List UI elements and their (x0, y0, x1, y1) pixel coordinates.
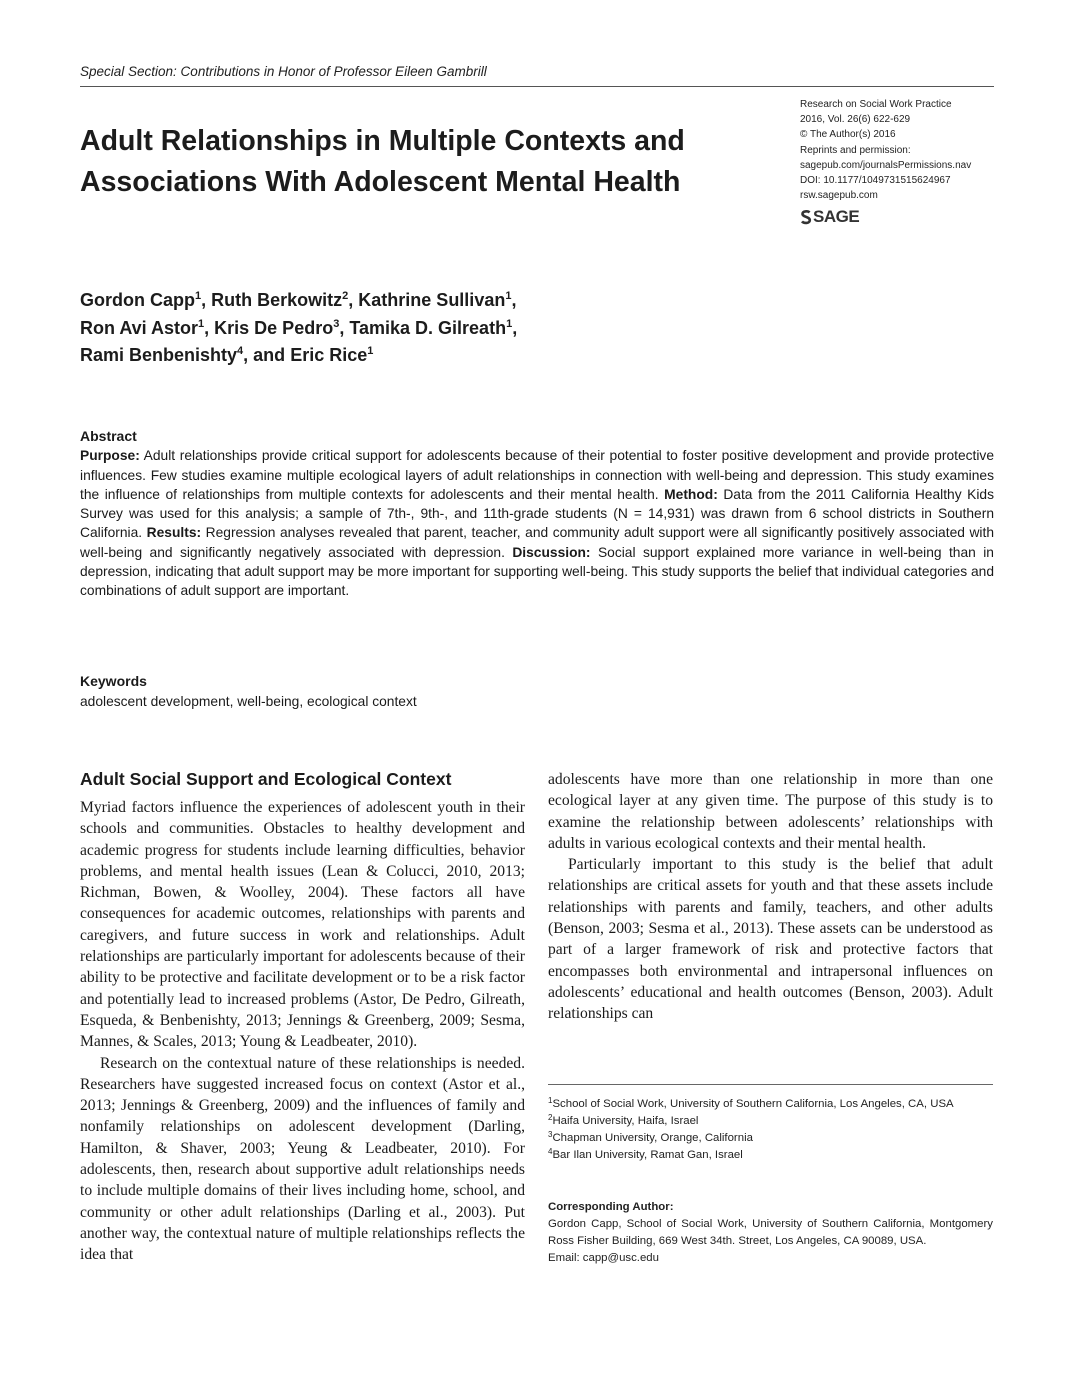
body-column-right (548, 769, 993, 1025)
journal-name: Research on Social Work Practice (800, 99, 952, 110)
journal-info (800, 97, 1000, 203)
discussion-label: Discussion: (512, 544, 591, 560)
author-separator: , (348, 290, 359, 310)
author-affiliation-mark: 1 (506, 317, 513, 330)
permissions-link[interactable]: sagepub.com/journalsPermissions.nav (800, 159, 972, 171)
author-affiliation-mark: 1 (367, 345, 374, 357)
affiliation-number: 2 (548, 1113, 553, 1122)
article-title: Adult Relationships in Multiple Contexts and Associations With Adolescent Mental Health (80, 125, 685, 198)
corresponding-author (548, 1199, 993, 1267)
author-affiliation-mark: 1 (195, 290, 202, 302)
results-text: Regression analyses revealed that parent, teacher, and community adult support were all significantly positively associated with well-being and significantly negatively associated with depression. (80, 525, 994, 560)
body-column-left (80, 797, 525, 1266)
author-name: Kathrine Sullivan (358, 290, 506, 310)
author-list (80, 287, 780, 370)
keywords-heading: Keywords (80, 673, 147, 689)
body-paragraph: Research on the contextual nature of these relationships is needed. Researchers have suggested increased focus on context (Astor et al., 2013; Jennings & Greenberg, 2009) and the influences of family and nonfamily relationships on adolescent development (Darling, Hamilton, & Shaver, 2003; Yeung & Leadbeater, 2010). For adolescents, then, research about supportive adult relationships needs to include multiple domains of their lives including home, school, and community or other adult relationships (Darling et al., 2003). Put another way, the contextual nature of multiple relationships reflects the idea that (80, 1054, 525, 1264)
corresponding-address: Gordon Capp, School of Social Work, University of Southern California, Montgomery Ross Fisher Building, 669 West 34th. Street, Los Angeles, CA 90089, USA. (548, 1218, 993, 1247)
journal-url[interactable]: rsw.sagepub.com (800, 190, 878, 202)
affiliation (548, 1130, 993, 1147)
author-affiliation-mark: 4 (237, 345, 244, 357)
sage-logo-text: SAGE (813, 207, 860, 226)
author-separator: , (204, 317, 215, 338)
body-paragraph: Particularly important to this study is the belief that adult relationships are critical assets for youth and that these assets include relationships with parents and family, teachers, and other adults (Benson, 2003; Sesma et al., 2013). These assets can be understood as part of a larger framework of risk and protective factors that encompasses both environmental and intrapersonal influences on adolescents’ educational and health outcomes (Benson, 2003). Adult relationships can (548, 856, 993, 1023)
author-name: Tamika D. Gilreath (349, 317, 507, 338)
author-separator: , and (243, 345, 291, 365)
abstract-heading: Abstract (80, 428, 137, 444)
method-text: Data from the 2011 California Healthy Kids Survey was used for this analysis; a sample of 7th-, 9th-, and 11th-grade students (N = 14,931) was drawn from 6 school districts in Southern California. (80, 486, 994, 541)
method-label: Method: (664, 486, 718, 502)
author-affiliation-mark: 3 (333, 317, 340, 330)
affiliation-text: Chapman University, Orange, California (552, 1132, 753, 1144)
author-separator: , (511, 290, 517, 310)
author-name: Gordon Capp (80, 290, 195, 310)
affiliation-number: 1 (548, 1096, 553, 1105)
corresponding-email[interactable]: Email: capp@usc.edu (548, 1252, 659, 1264)
author-separator: , (339, 317, 350, 338)
footnote-rule (548, 1084, 993, 1085)
affiliation (548, 1147, 993, 1164)
body-paragraph: Myriad factors influence the experiences of adolescent youth in their schools and communities. Obstacles to healthy development and academic progress for students include learning difficulties, behavior problems, and mental health issues (Lean & Colucci, 2010, 2013; Richman, Bowen, & Woolley, 2004). These factors all have consequences for academic outcomes, relationships with parents and caregivers, and future success in work and relationships. Adult relationships are particularly important for adolescents because of their ability to be protective and facilitate development or to be a risk factor and potentially lead to increased problems (Astor, De Pedro, Gilreath, Esqueda, & Benbenishty, 2013; Jennings & Greenberg, 2009; Sesma, Mannes, & Scales, 2013; Young & Leadbeater, 2010). (80, 799, 525, 1051)
section-heading: Adult Social Support and Ecological Context (80, 769, 452, 789)
results-label: Results: (146, 525, 202, 541)
affiliation-text: School of Social Work, University of Southern California, Los Angeles, CA, USA (552, 1098, 954, 1110)
author-separator: , (201, 290, 212, 310)
author-name: Eric Rice (290, 345, 368, 365)
sage-logo (800, 207, 859, 227)
purpose-text: Adult relationships provide critical support for adolescents because of their potential to foster positive development and provide protective influences. Few studies examine multiple ecological layers of adult relationships in connection with well-being and depression. This study examines the influence of relationships from multiple contexts for adolescents and their mental health. (80, 448, 994, 502)
copyright: © The Author(s) 2016 (800, 129, 896, 141)
doi[interactable]: DOI: 10.1177/1049731515624967 (800, 175, 951, 187)
header-rule (80, 86, 994, 87)
author-separator: , (512, 317, 518, 338)
affiliation-text: Bar Ilan University, Ramat Gan, Israel (552, 1149, 743, 1161)
affiliation-number: 4 (548, 1147, 553, 1156)
affiliation (548, 1113, 993, 1130)
journal-volume: 2016, Vol. 26(6) 622-629 (800, 114, 911, 126)
affiliation-number: 3 (548, 1130, 553, 1139)
purpose-label: Purpose: (80, 448, 140, 464)
section-header: Special Section: Contributions in Honor of Professor Eileen Gambrill (80, 64, 487, 79)
keywords (80, 672, 994, 711)
body-paragraph: adolescents have more than one relationship in more than one ecological layer at any given time. The purpose of this study is to examine the relationship between adolescents’ relationships with adults in various ecological contexts and their mental health. (548, 771, 993, 852)
author-name: Rami Benbenishty (80, 345, 238, 365)
sage-logo-icon (800, 209, 812, 225)
abstract-body (80, 446, 994, 600)
affiliations (548, 1096, 993, 1164)
reprints-label: Reprints and permission: (800, 144, 911, 156)
affiliation (548, 1096, 993, 1113)
corresponding-heading: Corresponding Author: (548, 1201, 674, 1213)
author-name: Ron Avi Astor (80, 317, 199, 338)
author-name: Ruth Berkowitz (211, 290, 343, 310)
author-name: Kris De Pedro (214, 317, 334, 338)
abstract (80, 427, 994, 601)
author-affiliation-mark: 2 (342, 290, 349, 302)
affiliation-text: Haifa University, Haifa, Israel (552, 1115, 699, 1127)
discussion-text: Social support explained more variance in well-being than in depression, indicating that adult support may be more important for supporting well-being. This study supports the belief that individual categories and combinations of adult support are important. (80, 544, 994, 599)
author-affiliation-mark: 1 (198, 317, 205, 330)
keywords-text: adolescent development, well-being, ecological context (80, 693, 417, 709)
author-affiliation-mark: 1 (505, 290, 512, 302)
